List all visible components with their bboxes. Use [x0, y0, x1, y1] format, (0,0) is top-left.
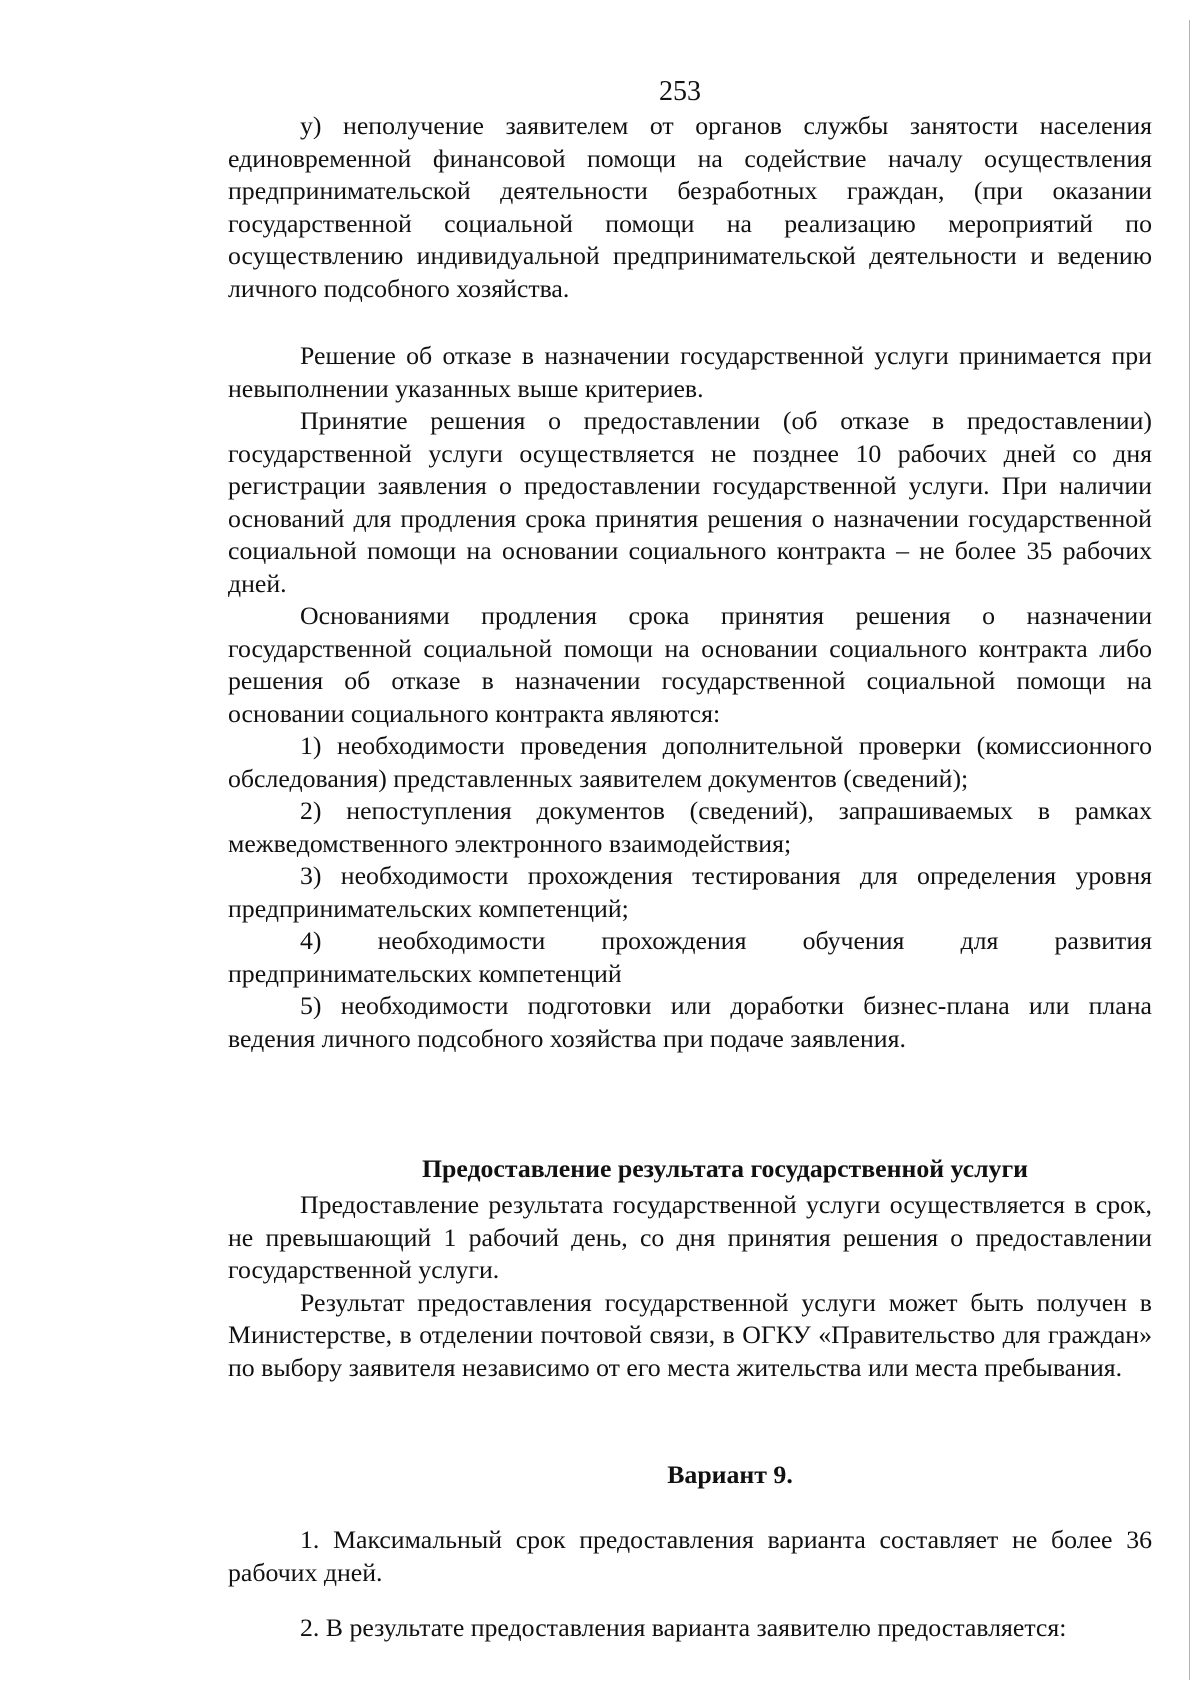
scan-edge-line [1189, 20, 1190, 1680]
list-item-2: 2) непоступления документов (сведений), запрашиваемых в рамках межведомственного электронного взаимодействия; [228, 796, 1152, 858]
paragraph-result-provided: 2. В результате предоставления варианта заявителю предоставляется: [300, 1613, 1067, 1642]
paragraph-group-2 [228, 340, 1152, 1055]
page-number: 253 [659, 76, 701, 107]
paragraph-group-4 [228, 1524, 1152, 1589]
paragraph-group-5 [228, 1612, 1152, 1645]
list-item-1: 1) необходимости проведения дополнительной проверки (комиссионного обследования) представленных заявителем документов (сведений); [228, 731, 1152, 793]
section-heading-result: Предоставление результата государственной услуги [421, 1154, 1029, 1183]
paragraph-group-1 [228, 110, 1152, 305]
paragraph-decision-deadline: Принятие решения о предоставлении (об отказе в предоставлении) государственной услуги осуществляется не позднее 10 рабочих дней со дня регистрации заявления о предоставлении государственной услуги. При наличии оснований для продления срока принятия решения о назначении государственной социальной помощи на основании социального контракта – не более 35 рабочих дней. [228, 406, 1152, 598]
paragraph-extension-grounds: Основаниями продления срока принятия решения о назначении государственной социальной помощи на основании социального контракта либо решения об отказе в назначении государственной социальной помощи на основании социального контракта являются: [228, 601, 1152, 728]
list-item-5: 5) необходимости подготовки или доработки бизнес-плана или плана ведения личного подсобного хозяйства при подаче заявления. [228, 991, 1152, 1053]
paragraph-result-location: Результат предоставления государственной услуги может быть получен в Министерстве, в отделении почтовой связи, в ОГКУ «Правительство для граждан» по выбору заявителя независимо от его места жительства или места пребывания. [228, 1287, 1152, 1382]
paragraph-refusal-decision: Решение об отказе в назначении государственной услуги принимается при невыполнении указанных выше критериев. [228, 341, 1152, 403]
paragraph-result-deadline: Предоставление результата государственной услуги осуществляется в срок, не превышающий 1 рабочий день, со дня принятия решения о предоставлении государственной услуги. [228, 1190, 1152, 1284]
paragraph-reason-u: у) неполучение заявителем от органов службы занятости населения единовременной финансовой помощи на содействие началу осуществления предпринимательской деятельности безработных граждан, (при оказании государственной социальной помощи на реализацию мероприятий по осуществлению индивидуальной предпринимательской деятельности и ведению личного подсобного хозяйства. [228, 111, 1152, 303]
section-heading-variant: Вариант 9. [667, 1460, 793, 1489]
list-item-4: 4) необходимости прохождения обучения для развития предпринимательских компетенций [228, 926, 1152, 988]
paragraph-group-3 [228, 1189, 1152, 1384]
paragraph-max-term: 1. Максимальный срок предоставления варианта составляет не более 36 рабочих дней. [228, 1525, 1152, 1587]
list-item-3: 3) необходимости прохождения тестирования для определения уровня предпринимательских компетенций; [228, 861, 1152, 923]
